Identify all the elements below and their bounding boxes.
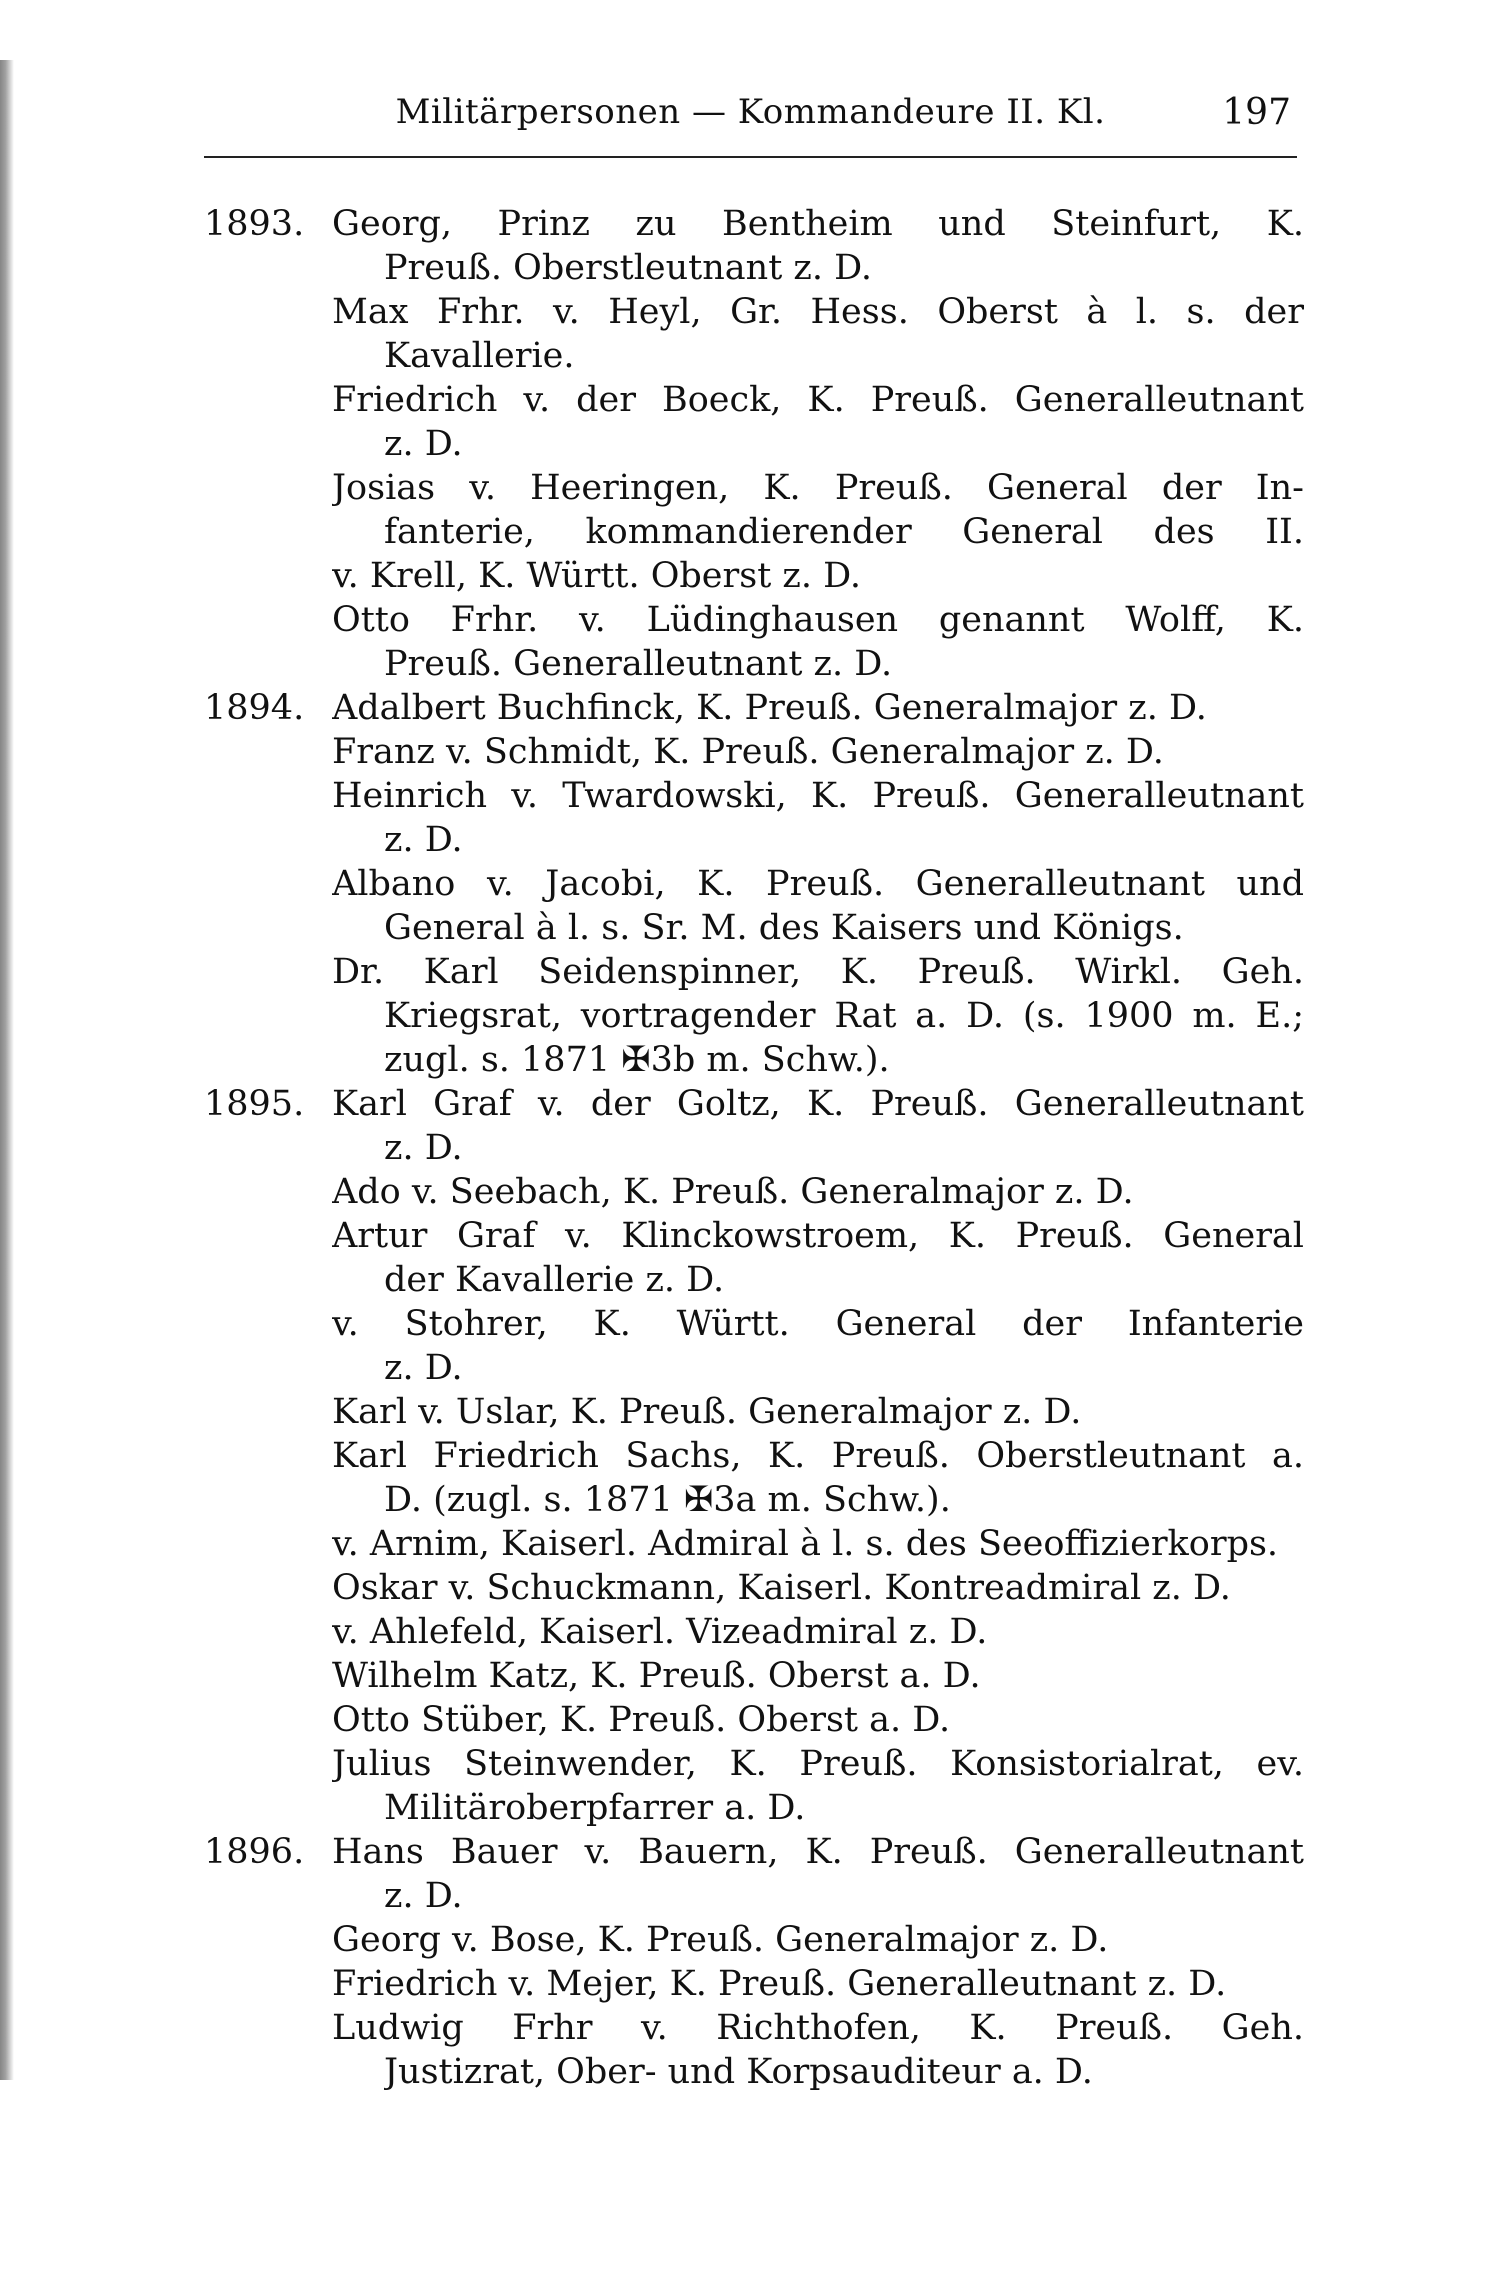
entry-line [204, 642, 1304, 686]
entry-text: z. D. [384, 1348, 463, 1388]
entry-line [204, 1126, 1304, 1170]
entry-text: v. Stohrer, K. Württ. General der Infanterie [332, 1304, 1304, 1344]
entry-line [204, 1522, 1304, 1566]
entry-line [204, 1830, 1304, 1874]
entry-text: Franz v. Schmidt, K. Preuß. Generalmajor z. D. [332, 732, 1164, 772]
entry-line [204, 510, 1304, 554]
entry-text: Hans Bauer v. Bauern, K. Preuß. Generalleutnant [332, 1832, 1304, 1872]
entry-text: Justizrat, Ober- und Korpsauditeur a. D. [384, 2052, 1093, 2092]
entry-text: Wilhelm Katz, K. Preuß. Oberst a. D. [332, 1656, 981, 1696]
entry-text: D. (zugl. s. 1871 ✠3a m. Schw.). [384, 1480, 951, 1520]
entry-line [204, 730, 1304, 774]
entry-text: Georg v. Bose, K. Preuß. Generalmajor z. D. [332, 1920, 1109, 1960]
entry-text: Heinrich v. Twardowski, K. Preuß. Generalleutnant [332, 776, 1304, 816]
entry-text: Albano v. Jacobi, K. Preuß. Generalleutnant und [332, 864, 1304, 904]
entry-line [204, 202, 1304, 246]
page-header [204, 92, 1297, 142]
entry-text: v. Arnim, Kaiserl. Admiral à l. s. des Seeoffizierkorps. [332, 1524, 1279, 1564]
entry-text: Otto Frhr. v. Lüdinghausen genannt Wolff, K. [332, 600, 1304, 640]
entry-line [204, 774, 1304, 818]
entry-text: z. D. [384, 820, 463, 860]
entry-line [204, 378, 1304, 422]
entry-text: Georg, Prinz zu Bentheim und Steinfurt, K. [332, 204, 1304, 244]
entry-line [204, 1874, 1304, 1918]
entry-line [204, 598, 1304, 642]
header-rule [204, 156, 1297, 158]
entry-text: Friedrich v. Mejer, K. Preuß. Generalleutnant z. D. [332, 1964, 1227, 2004]
entry-text: Adalbert Buchfinck, K. Preuß. Generalmajor z. D. [332, 688, 1207, 728]
entry-text: Preuß. Oberstleutnant z. D. [384, 248, 873, 288]
entry-line [204, 1434, 1304, 1478]
entry-text: General à l. s. Sr. M. des Kaisers und Königs. [384, 908, 1184, 948]
entry-line [204, 1786, 1304, 1830]
year-label: 1896. [204, 1832, 305, 1872]
entry-text: v. Ahlefeld, Kaiserl. Vizeadmiral z. D. [332, 1612, 988, 1652]
year-label: 1894. [204, 688, 305, 728]
entry-list [204, 202, 1304, 2094]
entry-line [204, 1918, 1304, 1962]
entry-text: z. D. [384, 424, 463, 464]
entry-line [204, 466, 1304, 510]
entry-line [204, 334, 1304, 378]
entry-line [204, 1654, 1304, 1698]
entry-line [204, 2006, 1304, 2050]
entry-line [204, 818, 1304, 862]
entry-text: zugl. s. 1871 ✠3b m. Schw.). [384, 1040, 890, 1080]
entry-line [204, 1390, 1304, 1434]
entry-line [204, 994, 1304, 1038]
entry-text: Friedrich v. der Boeck, K. Preuß. Generalleutnant [332, 380, 1304, 420]
entry-text: Karl Friedrich Sachs, K. Preuß. Oberstleutnant a. [332, 1436, 1304, 1476]
entry-line [204, 686, 1304, 730]
scan-edge-shadow [0, 60, 14, 2080]
entry-line [204, 950, 1304, 994]
entry-text: Karl Graf v. der Goltz, K. Preuß. Generalleutnant [332, 1084, 1304, 1124]
entry-line [204, 1214, 1304, 1258]
entry-text: Julius Steinwender, K. Preuß. Konsistorialrat, ev. [332, 1744, 1304, 1784]
entry-line [204, 422, 1304, 466]
entry-line [204, 554, 1304, 598]
entry-text: Karl v. Uslar, K. Preuß. Generalmajor z. D. [332, 1392, 1082, 1432]
entry-line [204, 1170, 1304, 1214]
entry-text: z. D. [384, 1876, 463, 1916]
entry-text: fanterie, kommandierender General des II. [384, 512, 1304, 552]
entry-text: Militäroberpfarrer a. D. [384, 1788, 806, 1828]
entry-text: der Kavallerie z. D. [384, 1260, 725, 1300]
entry-line [204, 1346, 1304, 1390]
entry-text: Kavallerie. [384, 336, 575, 376]
entry-text: Max Frhr. v. Heyl, Gr. Hess. Oberst à l. s. der [332, 292, 1304, 332]
entry-line [204, 1742, 1304, 1786]
entry-text: z. D. [384, 1128, 463, 1168]
entry-line [204, 2050, 1304, 2094]
running-title: Militärpersonen — Kommandeure II. Kl. [395, 92, 1106, 132]
entry-line [204, 906, 1304, 950]
entry-text: Ado v. Seebach, K. Preuß. Generalmajor z. D. [332, 1172, 1134, 1212]
entry-line [204, 1566, 1304, 1610]
entry-line [204, 1302, 1304, 1346]
entry-line [204, 1082, 1304, 1126]
entry-text: Josias v. Heeringen, K. Preuß. General der In- [332, 468, 1304, 508]
entry-line [204, 1478, 1304, 1522]
entry-line [204, 1962, 1304, 2006]
entry-text: Oskar v. Schuckmann, Kaiserl. Kontreadmiral z. D. [332, 1568, 1231, 1608]
entry-text: v. Krell, K. Württ. Oberst z. D. [332, 556, 862, 596]
entry-line [204, 1038, 1304, 1082]
year-label: 1895. [204, 1084, 305, 1124]
entry-line [204, 862, 1304, 906]
entry-text: Ludwig Frhr v. Richthofen, K. Preuß. Geh. [332, 2008, 1304, 2048]
entry-line [204, 246, 1304, 290]
entry-text: Preuß. Generalleutnant z. D. [384, 644, 893, 684]
entry-text: Dr. Karl Seidenspinner, K. Preuß. Wirkl. Geh. [332, 952, 1304, 992]
entry-line [204, 1610, 1304, 1654]
entry-line [204, 290, 1304, 334]
entry-text: Otto Stüber, K. Preuß. Oberst a. D. [332, 1700, 951, 1740]
entry-text: Kriegsrat, vortragender Rat a. D. (s. 1900 m. E.; [384, 996, 1304, 1036]
entry-line [204, 1698, 1304, 1742]
entry-text: Artur Graf v. Klinckowstroem, K. Preuß. General [332, 1216, 1304, 1256]
entry-line [204, 1258, 1304, 1302]
page-number: 197 [1222, 92, 1291, 133]
year-label: 1893. [204, 204, 305, 244]
